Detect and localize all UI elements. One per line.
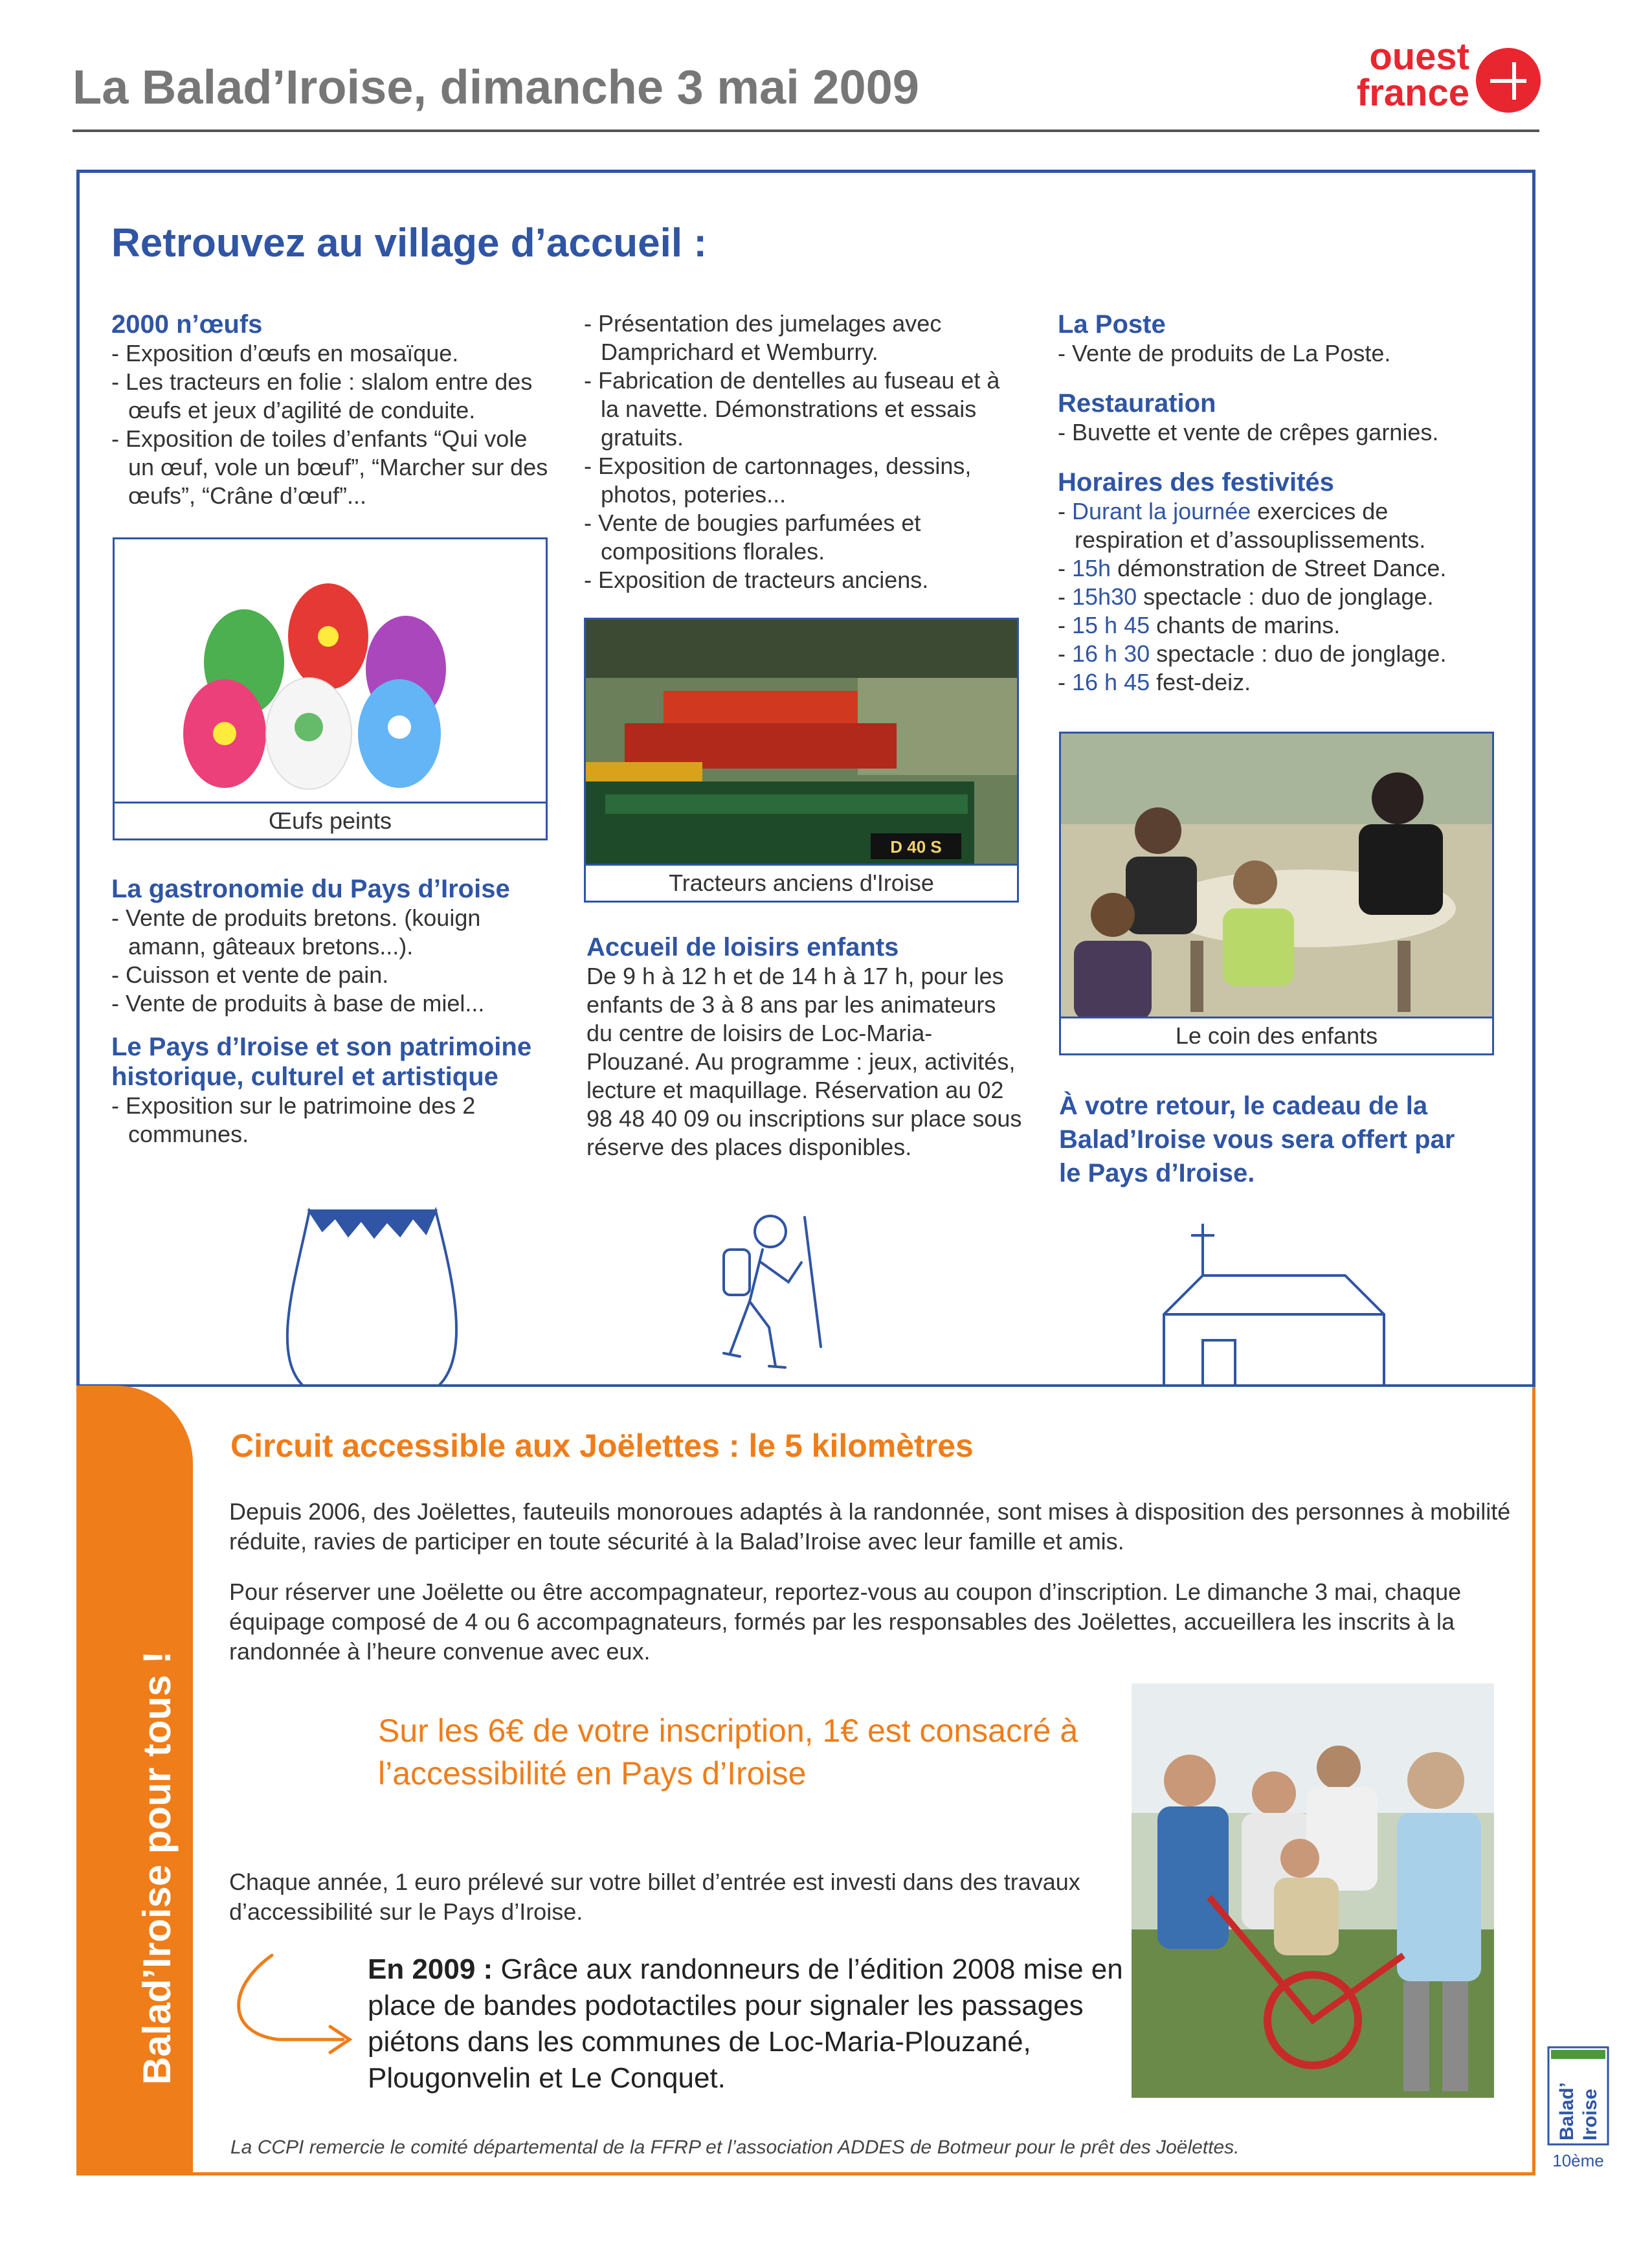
column-2-top bbox=[584, 309, 1024, 594]
tractor-plate-text: D 40 S bbox=[890, 837, 942, 857]
schedule-text: exercices de respiration et d’assouplissements. bbox=[1075, 498, 1426, 553]
restauration-heading: Restauration bbox=[1058, 389, 1216, 418]
list-item: - Les tracteurs en folie : slalom entre des œufs et jeux d’agilité de conduite. bbox=[111, 368, 558, 425]
footnote: La CCPI remercie le comité départemental de la FFRP et l’association ADDES de Botmeur pour le prêt des Joëlettes. bbox=[230, 2137, 1240, 2158]
paragraph-2: Pour réserver une Joëlette ou être accompagnateur, reportez-vous au coupon d’inscription. Le dimanche 3 mai, chaque équipage composé de 4 ou 6 accompagnateurs, formés par les responsables des Joëlettes, accueillera les inscrits à la randonnée à l’heure convenue avec eux. bbox=[229, 1579, 1462, 1665]
badge-edition: 10ème bbox=[1552, 2151, 1604, 2170]
schedule-time: 15h bbox=[1072, 555, 1111, 581]
header-rule bbox=[73, 129, 1539, 132]
column-3-top bbox=[1058, 309, 1485, 697]
cadeau-message: À votre retour, le cadeau de la Balad’Iroise vous sera offert par le Pays d’Iroise. bbox=[1059, 1092, 1455, 1187]
line-art-illustrations bbox=[76, 1191, 1535, 1392]
schedule-text: fest-deiz. bbox=[1150, 669, 1251, 695]
photo-caption: Le coin des enfants bbox=[1061, 1017, 1492, 1053]
logo-cross-icon bbox=[1476, 48, 1541, 113]
list-item: - Vente de produits bretons. (kouign amann, gâteaux bretons...). bbox=[111, 904, 558, 961]
logo-line-2: france bbox=[1356, 72, 1469, 114]
loisirs-text: De 9 h à 12 h et de 14 h à 17 h, pour les enfants de 3 à 8 ans par les animateurs du centre de loisirs de Loc-Maria-Plouzané. Au programme : jeux, activités, lecture et maquillage. Réservation au 02 98 48 40 09 ou inscriptions sur place sous réserve des places disponibles. bbox=[586, 963, 1022, 1160]
schedule-text: chants de marins. bbox=[1150, 612, 1341, 638]
children-corner-illustration bbox=[1061, 734, 1492, 1020]
patrimoine-heading: Le Pays d’Iroise et son patrimoine historique, culturel et artistique bbox=[111, 1033, 532, 1091]
list-item: - Buvette et vente de crêpes garnies. bbox=[1058, 418, 1485, 447]
schedule-text: démonstration de Street Dance. bbox=[1111, 555, 1447, 581]
schedule-item bbox=[1058, 554, 1485, 583]
oeufs-list bbox=[111, 339, 558, 510]
schedule-item bbox=[1058, 497, 1485, 554]
photo-joelettes bbox=[1132, 1683, 1494, 2098]
list-item: - Fabrication de dentelles au fuseau et à la navette. Démonstrations et essais gratuits. bbox=[584, 366, 1024, 452]
list-item: - Exposition de cartonnages, dessins, photos, poteries... bbox=[584, 452, 1024, 509]
list-item: - Exposition de tracteurs anciens. bbox=[584, 566, 1024, 594]
list-item: - Exposition de toiles d’enfants “Qui vole un œuf, vole un bœuf”, “Marcher sur des œufs”, “Crâne d’œuf”... bbox=[111, 425, 558, 510]
badge-line-2: Iroise bbox=[1579, 2088, 1601, 2141]
list-item: - Vente de produits à base de miel... bbox=[111, 989, 558, 1018]
loisirs-heading: Accueil de loisirs enfants bbox=[586, 933, 899, 961]
list-item: - Exposition sur le patrimoine des 2 communes. bbox=[111, 1092, 558, 1149]
photo-caption: Tracteurs anciens d'Iroise bbox=[586, 864, 1017, 901]
poste-heading: La Poste bbox=[1058, 310, 1166, 339]
list-item: - Exposition d’œufs en mosaïque. bbox=[111, 339, 558, 368]
gastronomie-list bbox=[111, 904, 558, 1018]
schedule-text: spectacle : duo de jonglage. bbox=[1137, 583, 1434, 610]
schedule-item bbox=[1058, 640, 1485, 668]
schedule-time: 15 h 45 bbox=[1072, 612, 1150, 638]
photo-tracteurs bbox=[584, 618, 1019, 903]
joelette-hikers-illustration bbox=[1132, 1683, 1494, 2098]
list-item: - Cuisson et vente de pain. bbox=[111, 961, 558, 989]
baladiroise-badge bbox=[1547, 2046, 1609, 2173]
schedule-item bbox=[1058, 583, 1485, 611]
schedule-time: 16 h 45 bbox=[1072, 669, 1150, 695]
cracked-egg-icon bbox=[287, 1211, 456, 1386]
schedule-item bbox=[1058, 611, 1485, 640]
en-2009-body: Grâce aux randonneurs de l’édition 2008 mise en place de bandes podotactiles pour signaler les passages piétons dans les communes de Loc-Maria-Plouzané, Plougonvelin et Le Conquet. bbox=[368, 1953, 1123, 2094]
list-item: - Présentation des jumelages avec Damprichard et Wemburry. bbox=[584, 309, 1024, 366]
horaires-heading: Horaires des festivités bbox=[1058, 468, 1334, 497]
badge-line-1: Balad’ bbox=[1556, 2082, 1578, 2141]
list-item: - Vente de bougies parfumées et compositions florales. bbox=[584, 509, 1024, 566]
photo-caption: Œufs peints bbox=[115, 802, 546, 838]
schedule-time: 15h30 bbox=[1072, 583, 1137, 610]
photo-coin-enfants bbox=[1059, 732, 1494, 1055]
column-2-bottom bbox=[586, 932, 1027, 1162]
paragraph-3: Chaque année, 1 euro prélevé sur votre billet d’entrée est investi dans des travaux d’accessibilité sur le Pays d’Iroise. bbox=[229, 1869, 1080, 1925]
side-tab-label: Balad’Iroise pour tous ! bbox=[135, 1650, 179, 2085]
gastronomie-heading: La gastronomie du Pays d’Iroise bbox=[111, 875, 510, 903]
accessibility-quote: Sur les 6€ de votre inscription, 1€ est consacré à l’accessibilité en Pays d’Iroise bbox=[378, 1713, 1078, 1792]
oeufs-heading: 2000 n’œufs bbox=[111, 310, 263, 339]
village-title: Retrouvez au village d’accueil : bbox=[111, 221, 707, 265]
ouest-france-logo bbox=[1321, 36, 1541, 123]
schedule-text: spectacle : duo de jonglage. bbox=[1150, 640, 1447, 667]
hiker-icon bbox=[724, 1216, 821, 1367]
circuit-title: Circuit accessible aux Joëlettes : le 5 kilomètres bbox=[230, 1428, 974, 1464]
painted-eggs-illustration bbox=[115, 539, 546, 805]
activites-list bbox=[584, 309, 1024, 594]
column-1-top bbox=[111, 309, 558, 510]
schedule-time: Durant la journée bbox=[1072, 498, 1251, 524]
logo-line-1: ouest bbox=[1369, 36, 1469, 78]
chapel-icon bbox=[1164, 1224, 1384, 1386]
en-2009-text bbox=[368, 1951, 1125, 2096]
column-1-bottom bbox=[111, 874, 558, 1149]
patrimoine-list bbox=[111, 1092, 558, 1149]
schedule-time: 16 h 30 bbox=[1072, 640, 1150, 667]
horaires-list bbox=[1058, 497, 1485, 697]
paragraph-1: Depuis 2006, des Joëlettes, fauteuils monoroues adaptés à la randonnée, sont mises à disposition des personnes à mobilité réduite, ravies de participer en toute sécurité à la Balad’Iroise avec leur famille et amis. bbox=[229, 1498, 1511, 1555]
list-item: - Vente de produits de La Poste. bbox=[1058, 339, 1485, 368]
schedule-item bbox=[1058, 668, 1485, 697]
baladiroise-logo-icon bbox=[1547, 2046, 1609, 2173]
curved-arrow-icon bbox=[220, 1949, 363, 2065]
photo-oeufs-peints bbox=[113, 537, 548, 840]
poste-list bbox=[1058, 339, 1485, 368]
logo-text bbox=[1356, 36, 1469, 114]
restauration-list bbox=[1058, 418, 1485, 447]
page-title: La Balad’Iroise, dimanche 3 mai 2009 bbox=[73, 60, 919, 114]
en-2009-label: En 2009 : bbox=[368, 1953, 493, 1985]
tractors-illustration bbox=[586, 620, 1017, 867]
